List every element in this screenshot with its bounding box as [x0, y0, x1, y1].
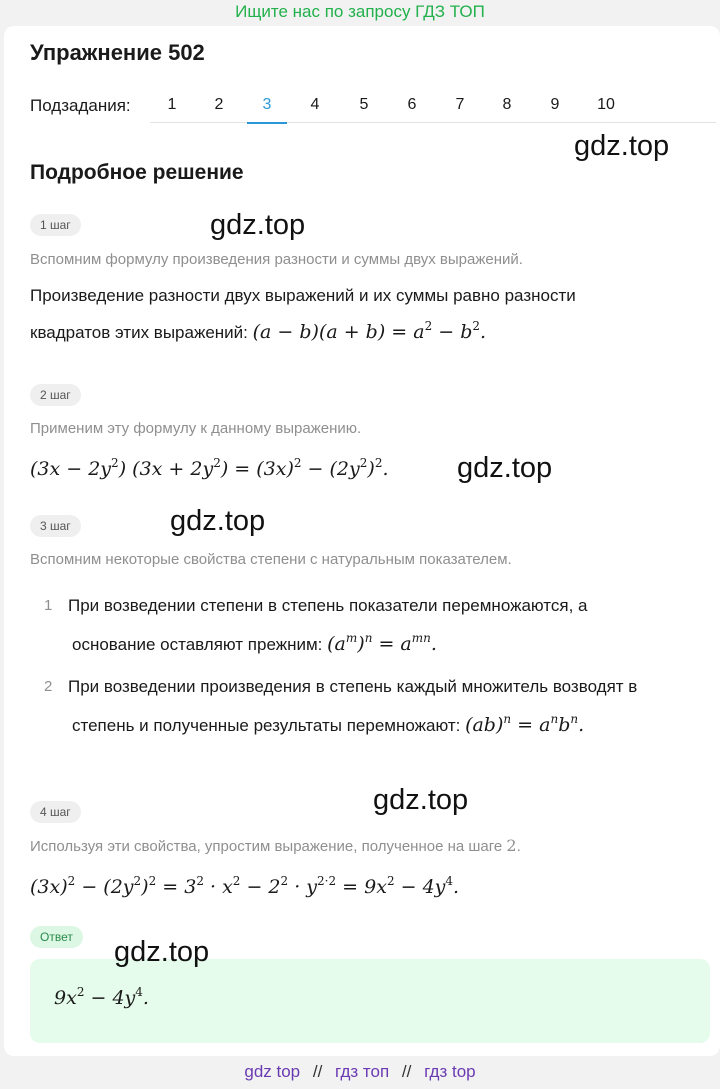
step-3-badge: 3 шаг: [30, 515, 81, 537]
step-1-text-line2: квадратов этих выражений:: [30, 323, 248, 342]
property-1-line2: основание оставляют прежним:: [72, 635, 323, 654]
step-4-hint: Используя эти свойства, упростим выражение, полученное на шаге: [30, 838, 503, 855]
step-1-text-line2-row: [30, 311, 690, 348]
subtask-6[interactable]: 6: [407, 96, 417, 113]
section-title: Подробное решение: [30, 161, 244, 184]
watermark: gdz.top: [373, 784, 469, 816]
property-1-body: [68, 590, 704, 661]
property-1-formula: $(a^m)^n = a^{mn}$.: [327, 631, 437, 655]
watermark: gdz.top: [574, 130, 670, 162]
watermark: gdz.top: [170, 505, 266, 537]
subtasks-label: Подзадания:: [30, 96, 131, 115]
answer-badge: Ответ: [30, 926, 83, 948]
answer-formula: $9x^2 - 4y^4$.: [54, 985, 149, 1009]
property-item-2: [44, 671, 704, 742]
subtask-9[interactable]: 9: [550, 96, 560, 113]
top-banner: Ищите нас по запросу ГДЗ ТОП: [235, 2, 485, 21]
watermark: gdz.top: [210, 209, 306, 241]
watermark: gdz.top: [114, 936, 210, 968]
footer-links: [0, 1062, 720, 1082]
formula-difference-of-squares: $(a - b)(a + b) = a^2 - b^2$.: [252, 319, 487, 343]
step-4-formula-row: [30, 866, 690, 903]
footer-separator: //: [401, 1062, 412, 1081]
subtask-3[interactable]: 3: [247, 92, 287, 124]
subtask-1[interactable]: 1: [167, 96, 177, 113]
step-2-formula-row: [30, 448, 690, 485]
subtask-7[interactable]: 7: [455, 96, 465, 113]
page-title: Упражнение 502: [30, 40, 205, 65]
step-1-hint: Вспомним формулу произведения разности и суммы двух выражений.: [30, 251, 523, 268]
step-1-text-line1: Произведение разности двух выражений и их суммы равно разности: [30, 286, 576, 305]
property-1-line1: При возведении степени в степень показатели перемножаются, а: [68, 596, 588, 615]
subtasks-nav: [30, 92, 720, 126]
subtask-4[interactable]: 4: [310, 96, 320, 113]
footer-link-gdz-top-mixed[interactable]: гдз top: [424, 1062, 476, 1081]
step-2-formula: $(3x - 2y^2)$ $(3x + 2y^2) = (3x)^2 - (2y^2)^2$.: [30, 456, 389, 480]
watermark: gdz.top: [457, 452, 553, 484]
step-3-hint: Вспомним некоторые свойства степени с натуральным показателем.: [30, 551, 512, 568]
property-2-formula: $(ab)^n = a^nb^n$.: [465, 712, 585, 736]
step-2-hint: Применим эту формулу к данному выражению.: [30, 420, 362, 437]
subtask-8[interactable]: 8: [502, 96, 512, 113]
answer-box: [30, 959, 710, 1043]
property-1-line2-row: [68, 622, 704, 661]
subtask-10[interactable]: 10: [597, 96, 615, 113]
property-2-body: [68, 671, 704, 742]
subtask-5[interactable]: 5: [359, 96, 369, 113]
solution-card: [4, 26, 720, 1056]
footer-link-gdz-top-ru[interactable]: гдз топ: [335, 1062, 390, 1081]
footer-separator: //: [312, 1062, 323, 1081]
step-4-formula: $(3x)^2 - (2y^2)^2 = 3^2 \cdot x^2 - 2^2 \cdot y^{2\cdot 2} = 9x^2 - 4y^4$.: [30, 874, 460, 898]
step-4-hint-row: [30, 836, 521, 855]
step-1-badge: 1 шаг: [30, 214, 81, 236]
property-2-line1: При возведении произведения в степень каждый множитель возводят в: [68, 677, 638, 696]
footer-link-gdz-top[interactable]: gdz top: [244, 1062, 301, 1081]
property-2-line2-row: [68, 703, 704, 742]
subtask-2[interactable]: 2: [214, 96, 224, 113]
step-4-hint-number: 2: [506, 836, 517, 855]
property-item-1: [44, 590, 704, 661]
step-1-text: [30, 281, 690, 348]
step-4-hint-period: .: [516, 838, 521, 855]
step-2-badge: 2 шаг: [30, 384, 81, 406]
property-2-number: 2: [44, 678, 53, 695]
step-4-badge: 4 шаг: [30, 801, 81, 823]
property-2-line2: степень и полученные результаты перемножают:: [72, 716, 461, 735]
property-1-number: 1: [44, 597, 53, 614]
